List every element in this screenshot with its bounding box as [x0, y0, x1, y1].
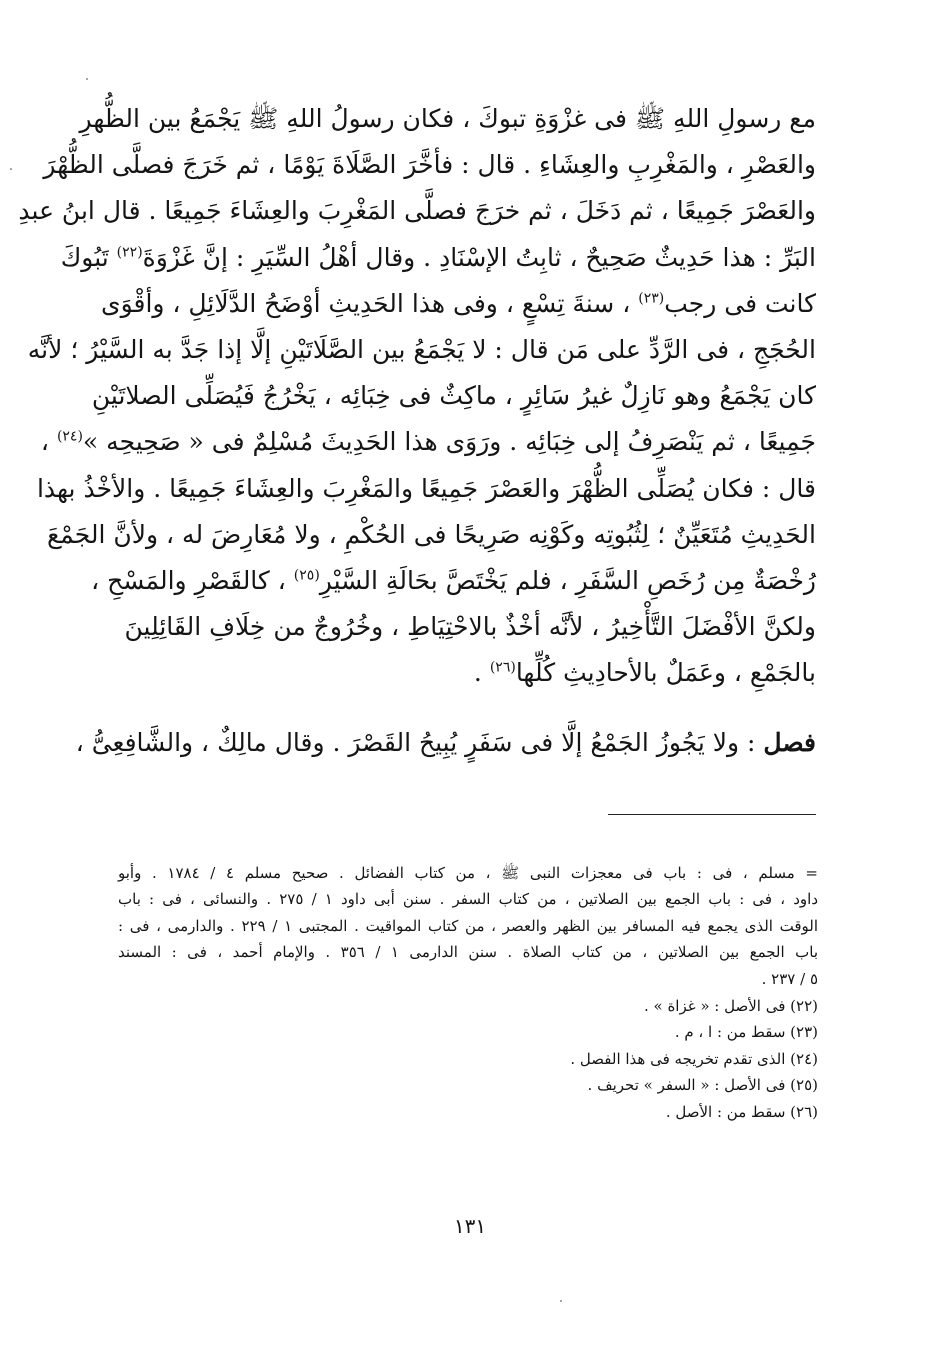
- scan-speck: [10, 168, 12, 170]
- main-text-block: [18, 96, 816, 696]
- note-continuation-line: الوقت الذى يجمع فيه المسافر بين الظهر والعصر ، من كتاب المواقيت . المجتبى ١ / ٢٢٩ . والدارمى ، فى :: [118, 916, 819, 935]
- note-continuation-line: ٥ / ٢٣٧ .: [761, 969, 818, 988]
- section-heading: فصل: [763, 728, 816, 757]
- line-text: والعَصْرِ ، والمَغْرِبِ والعِشَاءِ . قال : فأخَّرَ الصَّلَاةَ يَوْمًا ، ثم خَرَجَ فصلَّى الظُّهْرَ: [43, 150, 816, 180]
- page-number: ١٣١: [453, 1214, 487, 1238]
- main-text-line: [79, 96, 816, 142]
- line-text: البَرِّ : هذا حَدِيثٌ صَحِيحٌ ، ثابِتُ الإسْنَادِ . وقال أهْلُ السِّيَرِ : إنَّ غَزْوَةَ: [142, 242, 816, 272]
- main-text-line: [101, 281, 816, 327]
- main-text-line: [40, 419, 816, 465]
- line-text: ولكنَّ الأفْضَلَ التَّأْخِيرُ ، لأنَّه أخْذٌ بالاحْتِيَاطِ ، وخُرُوجٌ من خِلَافِ القَائِلِينَ: [124, 612, 816, 642]
- line-text-continuation: ، سنةَ تِسْعٍ ، وفى هذا الحَدِيثِ أوْضَحُ الدَّلَائِلِ ، وأقْوَى: [101, 288, 639, 318]
- footnote-item: (٢٥) فى الأصل : « السفر » تحريف .: [587, 1076, 818, 1095]
- main-text-line: [120, 604, 816, 650]
- main-text-line: [18, 188, 816, 234]
- main-text-line: [120, 650, 816, 696]
- note-continuation-line: باب الجمع بين الصلاتين ، من كتاب الصلاة . سنن الدارمى ١ / ٣٥٦ . والإمام أحمد ، فى : المسند: [118, 943, 819, 962]
- line-text: مع رسولِ اللهِ ﷺ فى غزْوَةِ تبوكَ ، فكان رسولُ اللهِ ﷺ يَجْمَعُ بين الظُّهرِ: [79, 104, 816, 133]
- footnote-item: (٢٤) الذى تقدم تخريجه فى هذا الفصل .: [570, 1049, 818, 1068]
- line-text: الحَدِيثِ مُتَعَيِّنٌ ؛ لِثُبُوتِه وكَوْنِه صَرِيحًا فى الحُكْمِ ، ولا مُعَارِضَ له ، ولأنَّ الجَمْعَ: [46, 519, 816, 549]
- section-paragraph: [75, 720, 816, 766]
- line-text-continuation: تَبُوكَ: [60, 242, 117, 272]
- main-text-line: [43, 142, 816, 188]
- footnote-separator: [608, 814, 816, 815]
- note-continuation-line: داود ، فى : باب الجمع بين الصلاتين ، من كتاب السفر . سنن أبى داود ١ / ٢٧٥ . والنسائى ، فى : باب: [118, 890, 818, 909]
- line-text: الحُجَجِ ، فى الرَّدِّ على مَن قال : لا يَجْمَعُ بين الصَّلَاتَيْنِ إلَّا إذا جَدَّ به السَّيْرُ ؛ لأنَّه: [27, 334, 816, 364]
- footnotes-block: [118, 860, 818, 1125]
- line-text: جَمِيعًا ، ثم يَنْصَرِفُ إلى خِبَائِه . ورَوَى هذا الحَدِيثَ مُسْلِمٌ فى « صَحِيحِه »: [82, 427, 816, 457]
- main-text-line: [27, 327, 816, 373]
- line-text: قال : فكان يُصَلِّى الظُّهْرَ والعَصْرَ جَمِيعًا والمَغْرِبَ والعِشَاءَ جَمِيعًا . والأخْذُ بهذا: [36, 473, 816, 503]
- line-text: رُخْصَةٌ مِن رُخَصِ السَّفَرِ ، فلم يَخْتَصَّ بحَالَةِ السَّيْرِ: [319, 565, 816, 595]
- footnote-list: [118, 993, 818, 1125]
- line-text-continuation: ، كالقَصْرِ والمَسْحِ ،: [91, 565, 294, 595]
- line-text-continuation: .: [473, 658, 490, 688]
- main-text-line: [46, 512, 816, 558]
- footnote-item: (٢٣) سقط من : ا ، م .: [674, 1023, 818, 1042]
- scan-speck: [560, 1300, 562, 1302]
- main-text-line: [60, 235, 816, 281]
- line-text-continuation: ،: [40, 427, 57, 457]
- note-continuation-line: = مسلم ، فى : باب فى معجزات النبى ﷺ ، من كتاب الفضائل . صحيح مسلم ٤ / ١٧٨٤ . وأبو: [118, 864, 818, 882]
- footnote-marker: (٢٦): [489, 659, 516, 676]
- line-text: كان يَجْمَعُ وهو نَازِلٌ غيرُ سَائِرٍ ، ماكِثٌ فى خِبَائِه ، يَخْرُجُ فَيُصَلِّى الصلاتَيْنِ: [91, 381, 816, 411]
- line-text: بالجَمْعِ ، وعَمَلٌ بالأحادِيثِ كُلِّها: [515, 658, 816, 688]
- main-text-line: [91, 373, 816, 419]
- section-text: : ولا يَجُوزُ الجَمْعُ إلَّا فى سَفَرٍ يُبِيحُ القَصْرَ . وقال مالِكٌ ، والشَّافِعِىُّ ،: [75, 728, 764, 757]
- footnote-marker: (٢٤): [56, 428, 83, 445]
- main-text-line: [91, 558, 816, 604]
- line-text: والعَصْرَ جَمِيعًا ، ثم دَخَلَ ، ثم خرَجَ فصلَّى المَغْرِبَ والعِشَاءَ جَمِيعًا . قال ابنُ عبدِ: [18, 196, 816, 226]
- footnote-marker: (٢٣): [638, 290, 665, 307]
- scan-speck: [86, 78, 88, 80]
- main-text-line: [36, 466, 816, 512]
- line-text: كانت فى رجب: [664, 288, 816, 318]
- footnote-item: (٢٢) فى الأصل : « غزاة » .: [643, 996, 818, 1015]
- footnote-marker: (٢٥): [293, 567, 320, 584]
- footnote-item: (٢٦) سقط من : الأصل .: [665, 1102, 818, 1121]
- footnote-marker: (٢٢): [116, 244, 143, 261]
